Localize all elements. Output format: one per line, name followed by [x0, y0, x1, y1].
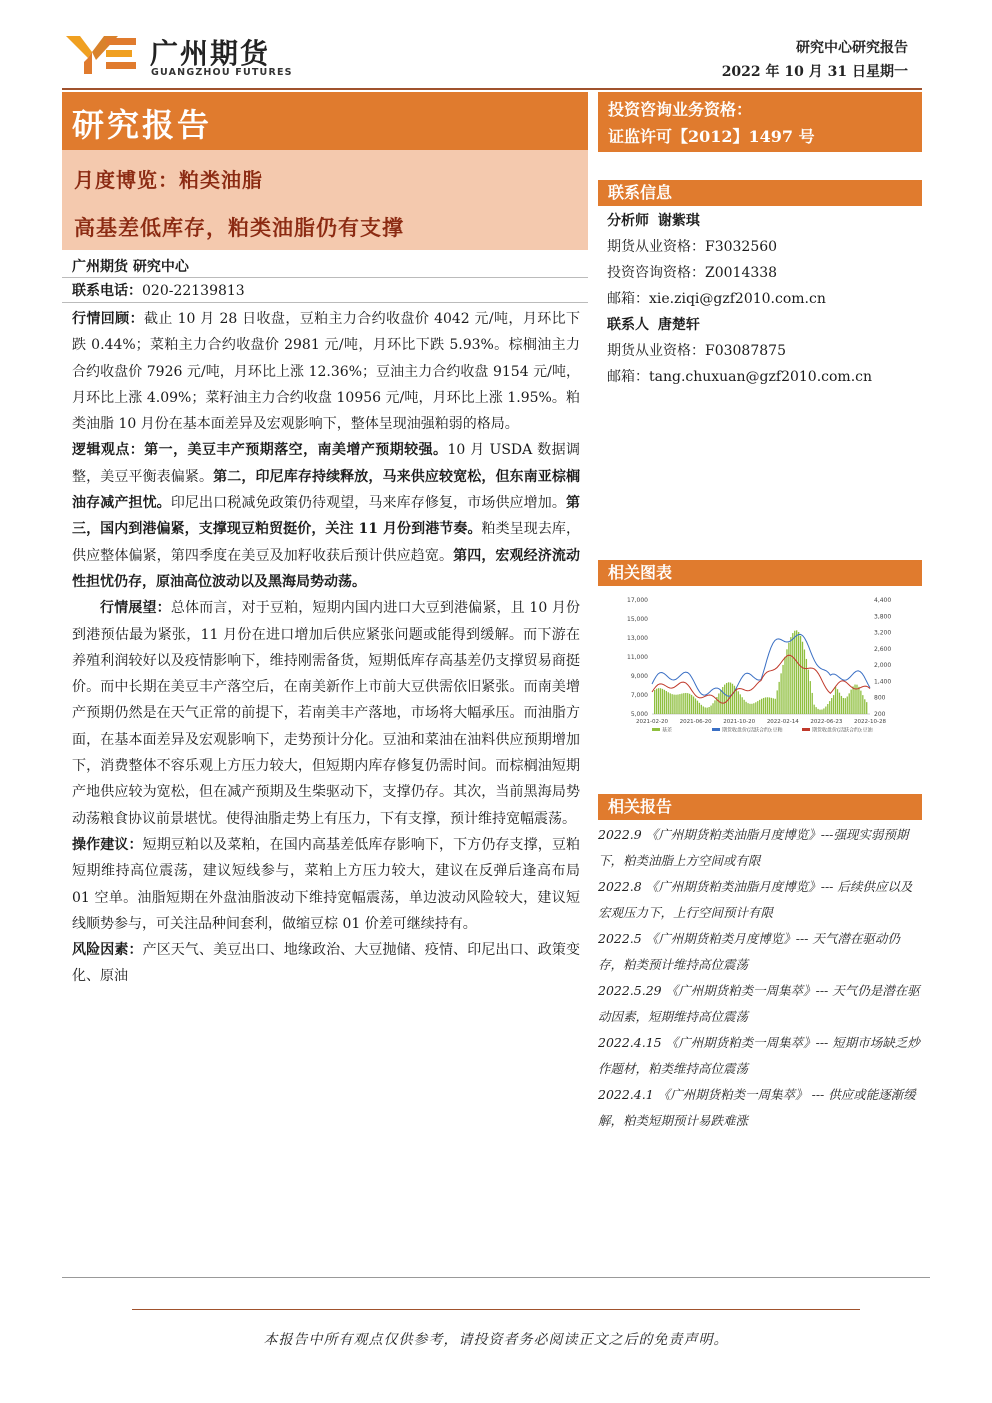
analyst-email[interactable]: 邮箱：xie.ziqi@gzf2010.com.cn	[607, 291, 826, 307]
disclaimer-note: 本报告中所有观点仅供参考，请投资者务必阅读正文之后的免责声明。	[263, 1332, 729, 1348]
basis-bar	[677, 695, 678, 714]
basis-bar	[664, 690, 665, 714]
logic-label: 逻辑观点：	[72, 442, 145, 459]
basis-bar	[742, 697, 743, 714]
report-date: 2022.8	[598, 879, 646, 894]
basis-bar	[681, 694, 682, 714]
basis-bar	[792, 633, 793, 714]
basis-bar	[843, 698, 844, 714]
basis-bar	[819, 710, 820, 714]
report-title: 《广州期货粕类一周集萃》 --- 供应或能逐渐缓解，粕类短期预计易跌难涨	[598, 1087, 916, 1128]
header-meta	[722, 36, 908, 84]
basis-bar	[796, 630, 797, 714]
basis-bar	[804, 650, 805, 714]
basis-bar	[779, 682, 780, 714]
report-date: 2022.4.1	[598, 1087, 658, 1102]
basis-bar	[810, 681, 811, 714]
basis-bar	[849, 693, 850, 714]
y-left-tick-label: 7,000	[630, 692, 648, 699]
basis-bar	[858, 687, 859, 714]
report-date: 2022.5	[598, 931, 646, 946]
basis-bar	[654, 690, 655, 714]
basis-bar	[864, 699, 865, 714]
x-tick-label: 2022-02-14	[766, 719, 799, 725]
legend-label: 期货收盘价(活跃合约):豆油	[812, 727, 873, 734]
report-date: 2022.4.15	[598, 1035, 666, 1050]
basis-bar	[699, 703, 700, 714]
basis-bar	[860, 691, 861, 714]
basis-bar	[771, 698, 772, 714]
basis-bar	[705, 707, 706, 714]
basis-bar	[786, 649, 787, 714]
report-title: 《广州期货粕类一周集萃》--- 天气仍是潜在驱动因素，短期维持高位震荡	[598, 983, 920, 1024]
basis-bar	[827, 704, 828, 714]
basis-bar	[815, 707, 816, 714]
basis-bar	[825, 707, 826, 714]
y-right-tick-label: 800	[874, 694, 886, 702]
basis-bar	[767, 697, 768, 714]
series-line-meal	[652, 634, 870, 696]
analyst-invest-id: 投资咨询资格：Z0014338	[607, 265, 778, 281]
basis-bar	[679, 694, 680, 714]
basis-bar	[697, 701, 698, 714]
basis-bar	[800, 636, 801, 714]
report-title: 《广州期货粕类一周集萃》--- 短期市场缺乏炒作题材，粕类维持高位震荡	[598, 1035, 920, 1076]
contact-futures-id: 期货从业资格：F03087875	[607, 343, 786, 359]
y-right-tick-label: 4,400	[874, 597, 892, 604]
phone-value: 020-22139813	[142, 283, 245, 299]
report-title: 《广州期货粕类油脂月度博览》--- 后续供应以及宏观压力下，上行空间预计有限	[598, 879, 913, 920]
qualification-label: 投资咨询业务资格：	[608, 100, 753, 119]
basis-bar	[689, 694, 690, 714]
risk-factors	[72, 937, 580, 990]
y-right-tick-label: 2,600	[874, 645, 892, 653]
ops-text: 短期豆粕以及菜粕，在国内高基差低库存影响下，下方仍存支撑，豆粕短期维持高位震荡，建议短线参与，菜粕上方压力较大，建议在反弹后逢高布局 01 空单。油脂短期在外盘油脂波动下维持宽幅震荡，单边波动风险较大，建议短线顺势参与，可关注品种间套利，做缩豆棕 01 价差可继续持有。	[72, 836, 581, 932]
report-item[interactable]	[598, 1030, 924, 1082]
logic-point-3: 第三，国内到港偏紧，支撑现豆粕贸挺价，关注 11 月份到港节奏。	[72, 495, 581, 538]
basis-bar	[691, 695, 692, 714]
contact-person-line	[607, 312, 917, 338]
basis-bar	[714, 700, 715, 714]
y-left-tick-label: 17,000	[627, 597, 648, 604]
basis-bar	[763, 698, 764, 714]
basis-bar	[718, 693, 719, 714]
logic-view	[72, 437, 580, 595]
basis-bar	[831, 698, 832, 714]
logic-point-4: 第四，宏观经济流动性担忧仍存，原油高位波动以及黑海局势动荡。	[72, 547, 581, 590]
basis-bar	[743, 700, 744, 714]
basis-bar	[724, 685, 725, 714]
basis-bar	[761, 699, 762, 714]
y-right-tick-label: 200	[874, 711, 886, 718]
x-tick-label: 2021-06-20	[679, 719, 712, 725]
analyst-name: 谢紫琪	[657, 213, 700, 229]
basis-bar	[823, 708, 824, 714]
basis-bar	[710, 706, 711, 714]
legend-swatch	[652, 728, 660, 731]
qualification-box	[598, 92, 922, 152]
y-left-tick-label: 11,000	[627, 654, 648, 661]
basis-bar	[835, 687, 836, 714]
operation-advice	[72, 832, 580, 937]
basis-bar	[866, 702, 867, 714]
basis-bar	[736, 688, 737, 714]
basis-bar	[707, 708, 708, 714]
y-right-tick-label: 2,000	[874, 662, 892, 670]
basis-bar	[701, 705, 702, 714]
basis-bar	[850, 690, 851, 714]
basis-bar	[745, 702, 746, 714]
org-name: 广州期货 研究中心	[72, 259, 189, 275]
report-date: 2022.5.29	[598, 983, 666, 998]
basis-bar	[784, 657, 785, 714]
y-right-tick-label: 1,400	[874, 678, 892, 686]
basis-bar	[708, 707, 709, 714]
basis-bar	[833, 695, 834, 714]
basis-bar	[837, 689, 838, 714]
report-date: 2022 年 10 月 31 日星期一	[721, 64, 908, 80]
basis-bar	[798, 632, 799, 714]
report-item[interactable]	[598, 822, 924, 874]
report-item[interactable]	[598, 926, 924, 978]
basis-bar	[790, 637, 791, 714]
chart-section-header: 相关图表	[598, 560, 922, 586]
basis-bar	[777, 690, 778, 714]
basis-bar	[817, 709, 818, 714]
contact-email[interactable]: 邮箱：tang.chuxuan@gzf2010.com.cn	[607, 369, 873, 385]
report-title: 《广州期货粕类油脂月度博览》---强现实弱预期下，粕类油脂上方空间或有限	[598, 827, 909, 868]
logic-point-1: 第一，美豆丰产预期落空，南美增产预期较强。	[144, 442, 448, 459]
y-left-tick-label: 5,000	[630, 711, 648, 718]
report-date: 2022.9	[598, 827, 646, 842]
x-tick-label: 2021-02-20	[636, 719, 668, 725]
logic-point-2: 第二，印尼库存持续释放，马来供应较宽松，但东南亚棕榈油存减产担忧。	[72, 468, 581, 512]
review-text: 截止 10 月 28 日收盘，豆粕主力合约收盘价 4042 元/吨，月环比下跌 0.44%；菜粕主力合约收盘价 2981 元/吨，月环比下跌 5.93%。棕榈油主力合约收盘价 7926 元/吨，月环比上涨 12.36%；豆油主力合约收盘 9154 元/吨，月环比上涨 4.09%；菜籽油主力合约收盘 10956 元/吨，月环比上涨 1.95%。粕类油脂 10 月份在基本面差异及宏观影响下，整体呈现油强粕弱的格局。	[72, 311, 580, 433]
basis-bar	[773, 698, 774, 714]
basis-bar	[757, 701, 758, 714]
company-logo	[66, 30, 306, 80]
basis-bar	[730, 683, 731, 714]
basis-bar	[806, 659, 807, 714]
basis-bar	[845, 698, 846, 714]
basis-bar	[738, 691, 739, 714]
basis-bar	[821, 710, 822, 714]
basis-bar	[829, 701, 830, 714]
related-chart	[604, 592, 904, 754]
reports-section-header: 相关报告	[598, 794, 922, 820]
contact-name: 唐楚轩	[657, 317, 700, 333]
basis-bar	[668, 692, 669, 714]
logic-text-3: 粕类呈现去库，供应整体偏紧，第四季度在美豆及加籽收获后预计供应趋宽。	[72, 521, 581, 564]
basis-bar	[687, 693, 688, 714]
legend-swatch	[802, 728, 810, 731]
basis-bar	[782, 665, 783, 714]
basis-bar	[765, 697, 766, 714]
basis-bar	[749, 704, 750, 714]
basis-bar	[683, 693, 684, 714]
legend-swatch	[712, 728, 720, 731]
header-divider	[62, 88, 922, 90]
contact-section-header: 联系信息	[598, 180, 922, 206]
contact-role: 联系人	[607, 317, 649, 333]
basis-bar	[753, 703, 754, 714]
basis-bar	[693, 696, 694, 714]
basis-bar	[759, 700, 760, 714]
title-banner	[62, 92, 588, 150]
y-left-tick-label: 13,000	[627, 635, 648, 642]
basis-bar	[685, 693, 686, 714]
page-title: 研究报告	[72, 106, 213, 144]
basis-bar	[672, 694, 673, 714]
basis-bar	[675, 695, 676, 714]
basis-bar	[726, 683, 727, 714]
report-body	[72, 306, 580, 990]
basis-bar	[852, 686, 853, 714]
basis-bar	[812, 693, 813, 714]
report-title: 《广州期货粕类月度博览》--- 天气潜在驱动仍存，粕类预计维持高位震荡	[598, 931, 900, 972]
basis-bar	[695, 698, 696, 714]
basis-bar	[670, 693, 671, 714]
page-bottom-divider	[62, 1277, 930, 1278]
related-reports-list	[598, 822, 924, 1134]
basis-bar	[780, 673, 781, 714]
basis-bar	[775, 699, 776, 714]
basis-bar	[847, 696, 848, 714]
y-right-tick-label: 3,200	[874, 629, 892, 637]
market-outlook	[72, 595, 580, 832]
risk-label: 风险因素：	[72, 942, 143, 959]
review-label: 行情回顾：	[72, 311, 144, 327]
basis-bar	[712, 703, 713, 714]
analyst-role: 分析师	[607, 213, 649, 229]
basis-bar	[658, 688, 659, 714]
basis-bar	[656, 689, 657, 714]
title-block	[62, 92, 588, 250]
basis-bar	[794, 631, 795, 714]
analyst-futures-id: 期货从业资格：F3032560	[607, 239, 778, 255]
contact-phone	[72, 280, 245, 300]
basis-bar	[660, 688, 661, 714]
logo-name-en: GUANGZHOU FUTURES	[151, 67, 293, 78]
y-left-tick-label: 15,000	[627, 616, 648, 623]
report-type: 研究中心研究报告	[796, 40, 908, 56]
basis-bar	[751, 704, 752, 714]
basis-bar	[703, 706, 704, 714]
market-review	[72, 306, 580, 437]
basis-bar	[841, 696, 842, 714]
report-item[interactable]	[598, 874, 924, 926]
qualification-license: 证监许可【2012】1497 号	[608, 127, 815, 146]
divider	[62, 302, 588, 303]
basis-bar	[673, 695, 674, 714]
legend-label: 期货收盘价(活跃合约):豆粕	[722, 727, 783, 734]
basis-bar	[808, 670, 809, 714]
ops-label: 操作建议：	[72, 836, 143, 853]
footer-divider	[132, 1309, 860, 1310]
basis-bar	[666, 691, 667, 714]
phone-label: 联系电话：	[72, 283, 142, 299]
contact-info	[607, 208, 917, 390]
outlook-label: 行情展望：	[100, 600, 171, 617]
basis-bar	[732, 684, 733, 714]
basis-bar	[788, 643, 789, 714]
basis-bar	[839, 693, 840, 714]
y-right-tick-label: 3,800	[874, 613, 892, 621]
report-headline: 高基差低库存，粕类油脂仍有支撑	[74, 215, 404, 240]
report-item[interactable]	[598, 978, 924, 1030]
basis-bar	[802, 642, 803, 714]
basis-bar	[747, 703, 748, 714]
basis-bar	[755, 702, 756, 714]
basis-bar	[740, 694, 741, 714]
legend-label: 基差	[662, 727, 673, 734]
basis-bar	[814, 705, 815, 714]
basis-bar	[862, 695, 863, 714]
x-tick-label: 2022-06-23	[810, 719, 843, 725]
divider	[62, 277, 588, 278]
logic-text-1: 10 月 USDA 数据调整，美豆平衡表偏紧。	[72, 442, 581, 485]
basis-bar	[662, 689, 663, 714]
x-tick-label: 2021-10-20	[723, 719, 756, 725]
logo-mark-icon	[66, 30, 138, 76]
report-item[interactable]	[598, 1082, 924, 1134]
risk-text: 产区天气、美豆出口、地缘政治、大豆抛储、疫情、印尼出口、政策变化、原油	[72, 942, 581, 985]
report-series: 月度博览：粕类油脂	[74, 168, 263, 192]
basis-bar	[769, 697, 770, 714]
logo-name-cn: 广州期货	[150, 37, 271, 70]
analyst-line	[607, 208, 917, 234]
logic-text-2: 印尼出口税减免政策仍待观望，马来库存修复，市场供应增加。	[170, 495, 567, 512]
x-tick-label: 2022-10-28	[854, 719, 886, 725]
y-left-tick-label: 9,000	[630, 673, 648, 680]
outlook-text: 总体而言，对于豆粕，短期内国内进口大豆到港偏紧，且 10 月份到港预估最为紧张，11 月份在进口增加后供应紧张问题或能得到缓解。而下游在养殖利润较好以及疫情影响下，维持刚需备货，短期低库存高基差仍支撑贸易商挺价。而中长期在美豆丰产落空后，在南美新作上市前大豆供需依旧紧张。而南美增产预期仍然是在天气正常的前提下，若南美丰产落地，市场将大幅承压。而油脂方面，在基本面差异及宏观影响下，走势预计分化。豆油和菜油在油料供应预期增加下，消费整体不容乐观上方压力较大，但短期内库存修复仍需时间。而棕榈油短期产地供应较为宽松，但在减产预期及生柴驱动下，支撑仍存。其次，当前黑海局势动荡粮食协议前景堪忧。使得油脂走势上有压力，下有支撑，预计维持宽幅震荡。	[72, 600, 581, 827]
